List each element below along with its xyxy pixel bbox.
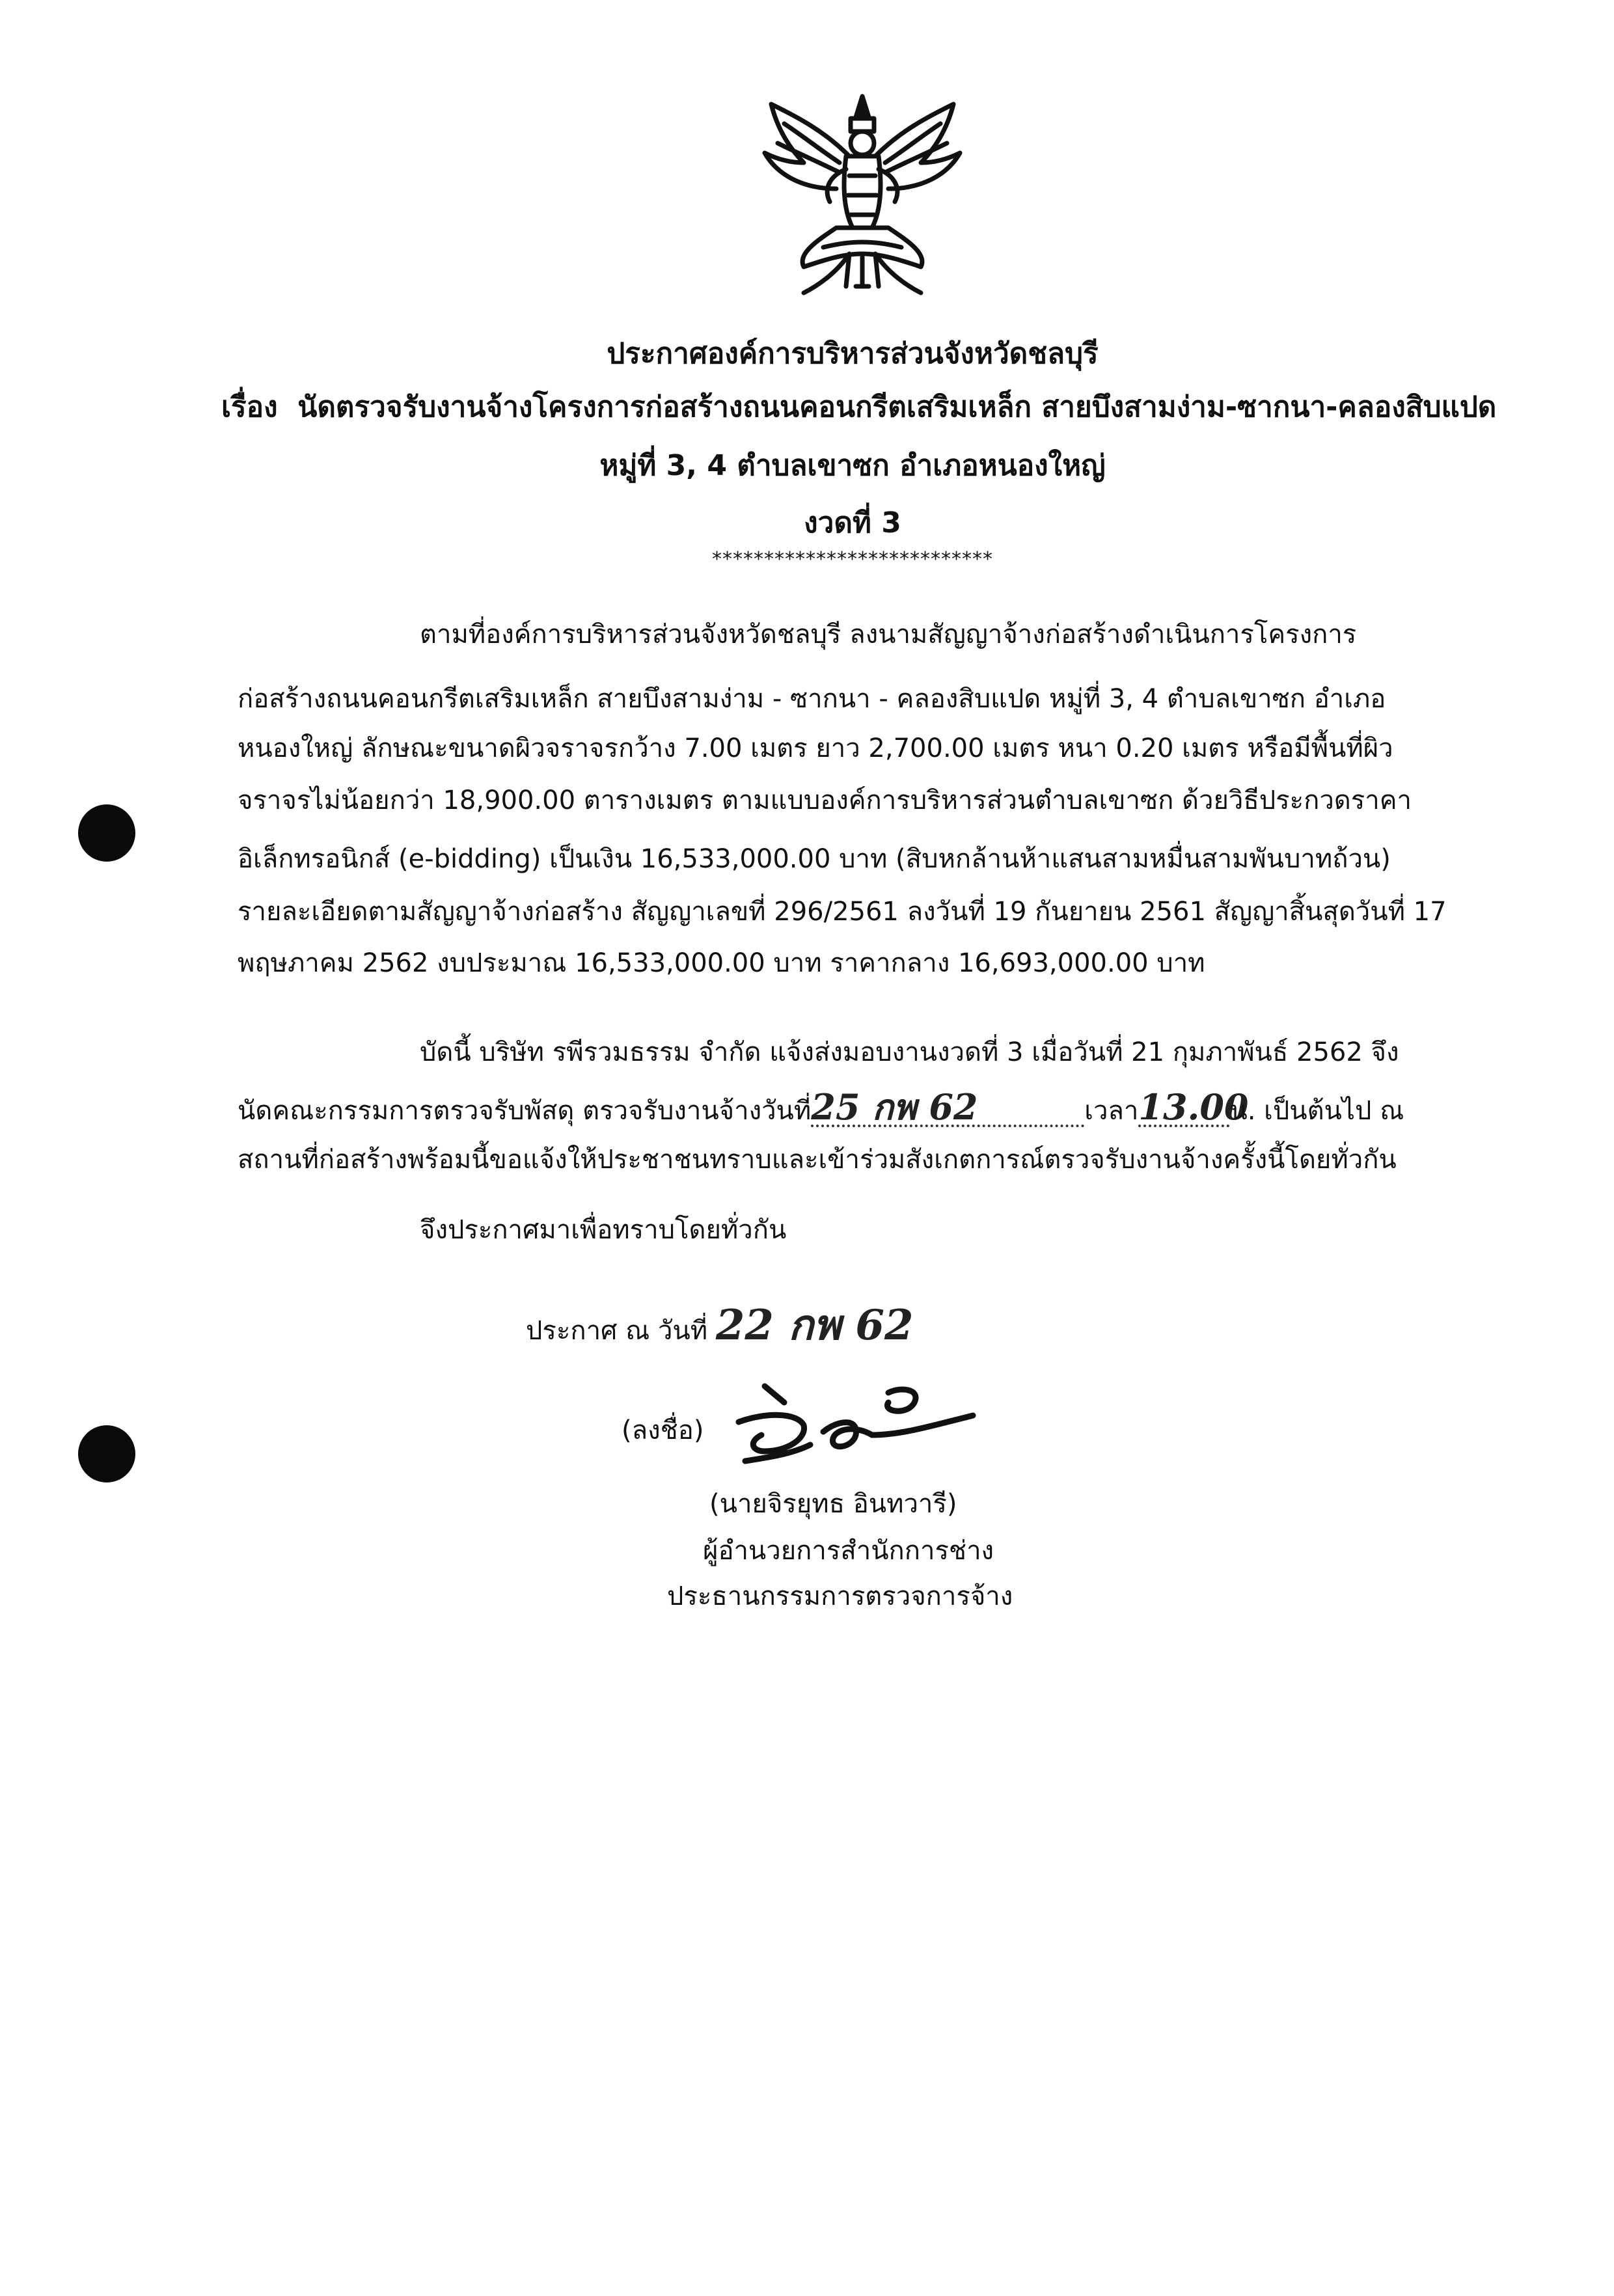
paragraph-line: สถานที่ก่อสร้างพร้อมนี้ขอแจ้งให้ประชาชนทราบและเข้าร่วมสังเกตการณ์ตรวจรับงานจ้างครั้งนี้โดยทั่วกัน (238, 1145, 1397, 1175)
subject-line-2: หมู่ที่ 3, 4 ตำบลเขาซก อำเภอหนองใหญ่ (599, 449, 1106, 482)
paragraph-line: รายละเอียดตามสัญญาจ้างก่อสร้าง สัญญาเลขที่ 296/2561 ลงวันที่ 19 กันยายน 2561 สัญญาสิ้นสุดวันที่ 17 (238, 897, 1447, 927)
subject-label: เรื่อง (221, 390, 278, 424)
paragraph-line: พฤษภาคม 2562 งบประมาณ 16,533,000.00 บาท ราคากลาง 16,693,000.00 บาท (238, 948, 1205, 978)
paragraph-line: นัดคณะกรรมการตรวจรับพัสดุ ตรวจรับงานจ้างวันที่25 กพ 62 เวลา13.00น. เป็นต้นไป ณ (238, 1086, 1404, 1128)
announcement-title: ประกาศองค์การบริหารส่วนจังหวัดชลบุรี (607, 337, 1099, 370)
paragraph-line: ก่อสร้างถนนคอนกรีตเสริมเหล็ก สายบึงสามง่าม - ซากนา - คลองสิบแปด หมู่ที่ 3, 4 ตำบลเขาซก อำเภอ (238, 684, 1386, 714)
inspection-date: 25 กพ 62 (811, 1086, 978, 1128)
announced-date-line: ประกาศ ณ วันที่ 22 กพ 62 (526, 1301, 914, 1350)
signer-position: ผู้อำนวยการสำนักการช่าง (703, 1536, 994, 1566)
closing-line: จึงประกาศมาเพื่อทราบโดยทั่วกัน (420, 1215, 787, 1245)
announced-date: 22 กพ 62 (715, 1301, 914, 1350)
signer-committee-role: ประธานกรรมการตรวจการจ้าง (667, 1581, 1013, 1611)
signature (726, 1373, 986, 1471)
paragraph-line: อิเล็กทรอนิกส์ (e-bidding) เป็นเงิน 16,533,000.00 บาท (สิบหกล้านห้าแสนสามหมื่นสามพันบาทถ้วน) (238, 844, 1391, 874)
punch-hole (78, 1425, 135, 1483)
inspection-time: 13.00 (1138, 1086, 1249, 1128)
paragraph-line: บัดนี้ บริษัท รพีรวมธรรม จำกัด แจ้งส่งมอบงานงวดที่ 3 เมื่อวันที่ 21 กุมภาพันธ์ 2562 จึง (420, 1037, 1399, 1067)
signed-label: (ลงชื่อ) (622, 1415, 704, 1445)
subject-line (221, 384, 1497, 430)
paragraph-line: หนองใหญ่ ลักษณะขนาดผิวจราจรกว้าง 7.00 เมตร ยาว 2,700.00 เมตร หนา 0.20 เมตร หรือมีพื้นที่ผิว (238, 733, 1393, 763)
paragraph-line: จราจรไม่น้อยกว่า 18,900.00 ตารางเมตร ตามแบบองค์การบริหารส่วนตำบลเขาซก ด้วยวิธีประกวดราคา (238, 786, 1412, 815)
installment: งวดที่ 3 (804, 506, 901, 540)
subject-text: นัดตรวจรับงานจ้างโครงการก่อสร้างถนนคอนกรีตเสริมเหล็ก สายบึงสามง่าม-ซากนา-คลองสิบแปด (297, 390, 1497, 424)
inspection-time-field (1138, 1086, 1249, 1128)
separator: *************************** (712, 548, 993, 571)
signer-name: (นายจิรยุทธ อินทวารี) (709, 1489, 957, 1519)
paragraph-line: ตามที่องค์การบริหารส่วนจังหวัดชลบุรี ลงนามสัญญาจ้างก่อสร้างดำเนินการโครงการ (420, 620, 1357, 649)
punch-hole (78, 804, 135, 862)
garuda-emblem-icon (758, 91, 966, 306)
inspection-date-field (811, 1086, 1084, 1128)
